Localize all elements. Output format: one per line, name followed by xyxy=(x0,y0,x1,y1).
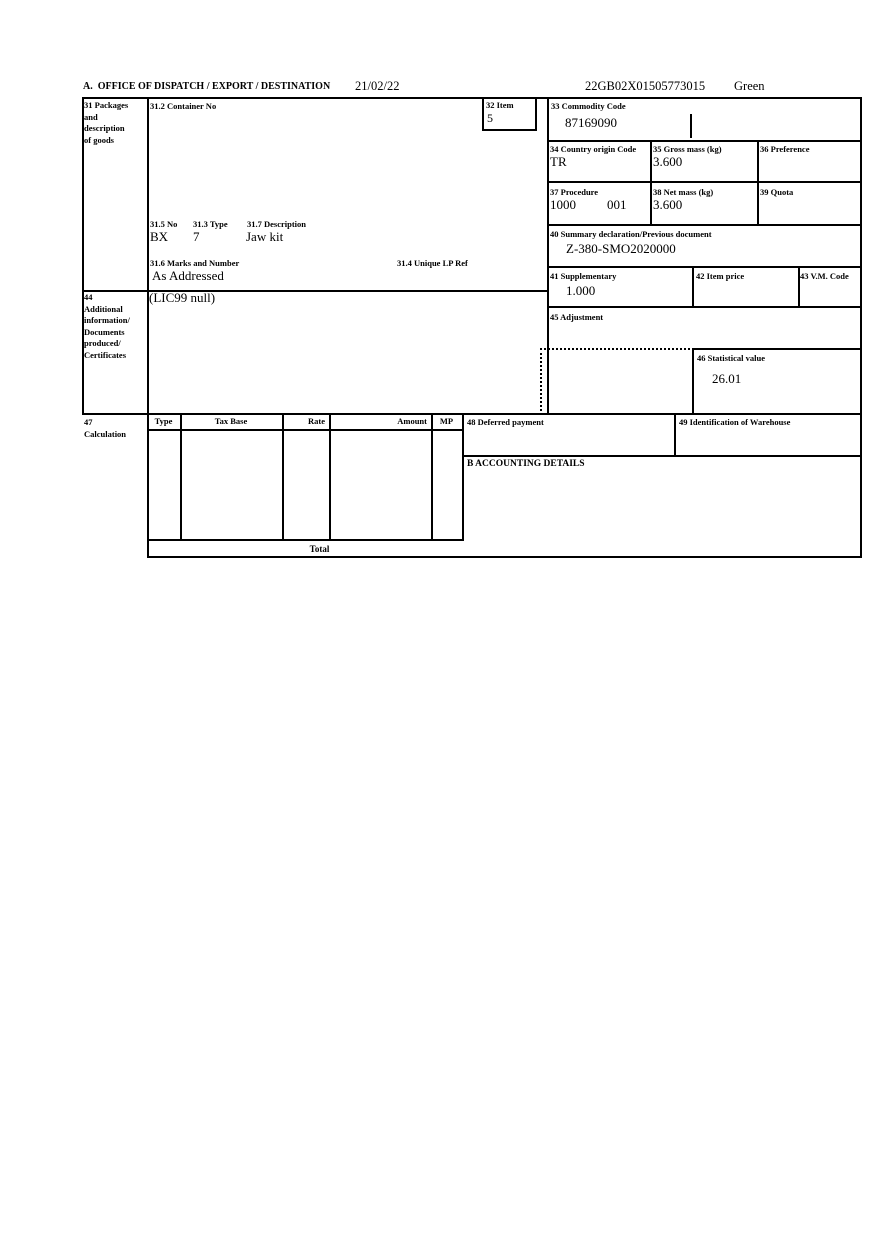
procedure-value-1: 1000 xyxy=(550,197,576,212)
routing-status: Green xyxy=(734,79,765,93)
commodity-code-divider xyxy=(690,114,692,138)
grid-line xyxy=(547,266,860,268)
grid-line-top xyxy=(82,97,860,99)
gross-mass-label: 35 Gross mass (kg) xyxy=(653,144,722,154)
commodity-code-value: 87169090 xyxy=(565,115,617,130)
calc-col-mp: MP xyxy=(439,416,454,426)
packages-description-label: 31.7 Description xyxy=(247,219,307,229)
calc-col-tax-base: Tax Base xyxy=(214,416,248,426)
grid-line xyxy=(329,413,331,541)
grid-line xyxy=(547,140,860,142)
box31-sidebar-label: 31 Packages and description of goods xyxy=(84,100,129,145)
grid-line-sidebar xyxy=(147,97,149,558)
unique-lp-ref-label: 31.4 Unique LP Ref xyxy=(397,258,468,268)
commodity-code-label: 33 Commodity Code xyxy=(551,101,626,111)
calc-col-type: Type xyxy=(154,416,173,426)
additional-information-value: (LIC99 null) xyxy=(149,290,216,305)
movement-reference-number: 22GB02X01505773015 xyxy=(585,79,706,93)
packages-no-label: 31.5 No xyxy=(150,219,178,229)
statistical-value-value: 26.01 xyxy=(712,371,742,386)
net-mass-label: 38 Net mass (kg) xyxy=(653,187,714,197)
summary-declaration-label: 40 Summary declaration/Previous document xyxy=(550,229,712,239)
grid-line xyxy=(674,413,676,455)
deferred-payment-label: 48 Deferred payment xyxy=(467,417,544,427)
grid-line xyxy=(547,181,860,183)
packages-no-value: BX xyxy=(150,229,169,244)
dotted-region xyxy=(540,348,694,415)
marks-and-number-label: 31.6 Marks and Number xyxy=(150,258,240,268)
net-mass-value: 3.600 xyxy=(653,197,683,212)
grid-line xyxy=(462,413,464,541)
supplementary-value: 1.000 xyxy=(566,283,596,298)
vm-code-label: 43 V.M. Code xyxy=(800,271,849,281)
grid-line xyxy=(431,413,433,541)
country-origin-label: 34 Country origin Code xyxy=(550,144,637,154)
preference-label: 36 Preference xyxy=(760,144,810,154)
summary-declaration-value: Z-380-SMO2020000 xyxy=(566,241,676,256)
calc-col-rate: Rate xyxy=(308,416,325,426)
packages-type-label: 31.3 Type xyxy=(193,219,228,229)
box44-sidebar-label: 44 Additional information/ Documents produced/ Certificates xyxy=(84,292,130,360)
office-of-dispatch-heading: A. OFFICE OF DISPATCH / EXPORT / DESTINATION xyxy=(83,81,331,92)
grid-line xyxy=(547,306,860,308)
grid-line xyxy=(547,224,860,226)
calc-total-label: Total xyxy=(309,544,330,554)
procedure-value-2: 001 xyxy=(607,197,627,212)
marks-and-number-value: As Addressed xyxy=(152,268,224,283)
gross-mass-value: 3.600 xyxy=(653,154,683,169)
item-number-value: 5 xyxy=(487,111,493,125)
item-price-label: 42 Item price xyxy=(696,271,745,281)
statistical-value-label: 46 Statistical value xyxy=(697,353,765,363)
grid-line xyxy=(282,413,284,541)
container-no-label: 31.2 Container No xyxy=(150,101,217,111)
grid-line xyxy=(757,140,759,224)
declaration-date: 21/02/22 xyxy=(355,79,400,93)
country-origin-value: TR xyxy=(550,154,567,169)
grid-line-bottom xyxy=(147,556,862,558)
item-label: 32 Item xyxy=(486,100,514,110)
grid-line xyxy=(462,455,860,457)
box47-sidebar-label: 47 Calculation xyxy=(84,417,127,439)
grid-line-row47 xyxy=(82,413,862,415)
grid-line xyxy=(692,266,694,306)
grid-line xyxy=(692,348,860,350)
grid-line xyxy=(692,348,694,413)
supplementary-label: 41 Supplementary xyxy=(550,271,617,281)
accounting-details-label: B ACCOUNTING DETAILS xyxy=(467,459,585,469)
grid-line-table-header xyxy=(147,429,462,431)
procedure-label: 37 Procedure xyxy=(550,187,599,197)
packages-type-value: 7 xyxy=(193,229,200,244)
grid-line-table-bottom xyxy=(147,539,462,541)
packages-description-value: Jaw kit xyxy=(246,229,284,244)
grid-line xyxy=(650,140,652,224)
quota-label: 39 Quota xyxy=(760,187,794,197)
grid-line xyxy=(180,413,182,541)
identification-of-warehouse-label: 49 Identification of Warehouse xyxy=(679,417,791,427)
adjustment-label: 45 Adjustment xyxy=(550,312,604,322)
calc-col-amount: Amount xyxy=(397,416,427,426)
grid-line-right xyxy=(860,97,862,558)
